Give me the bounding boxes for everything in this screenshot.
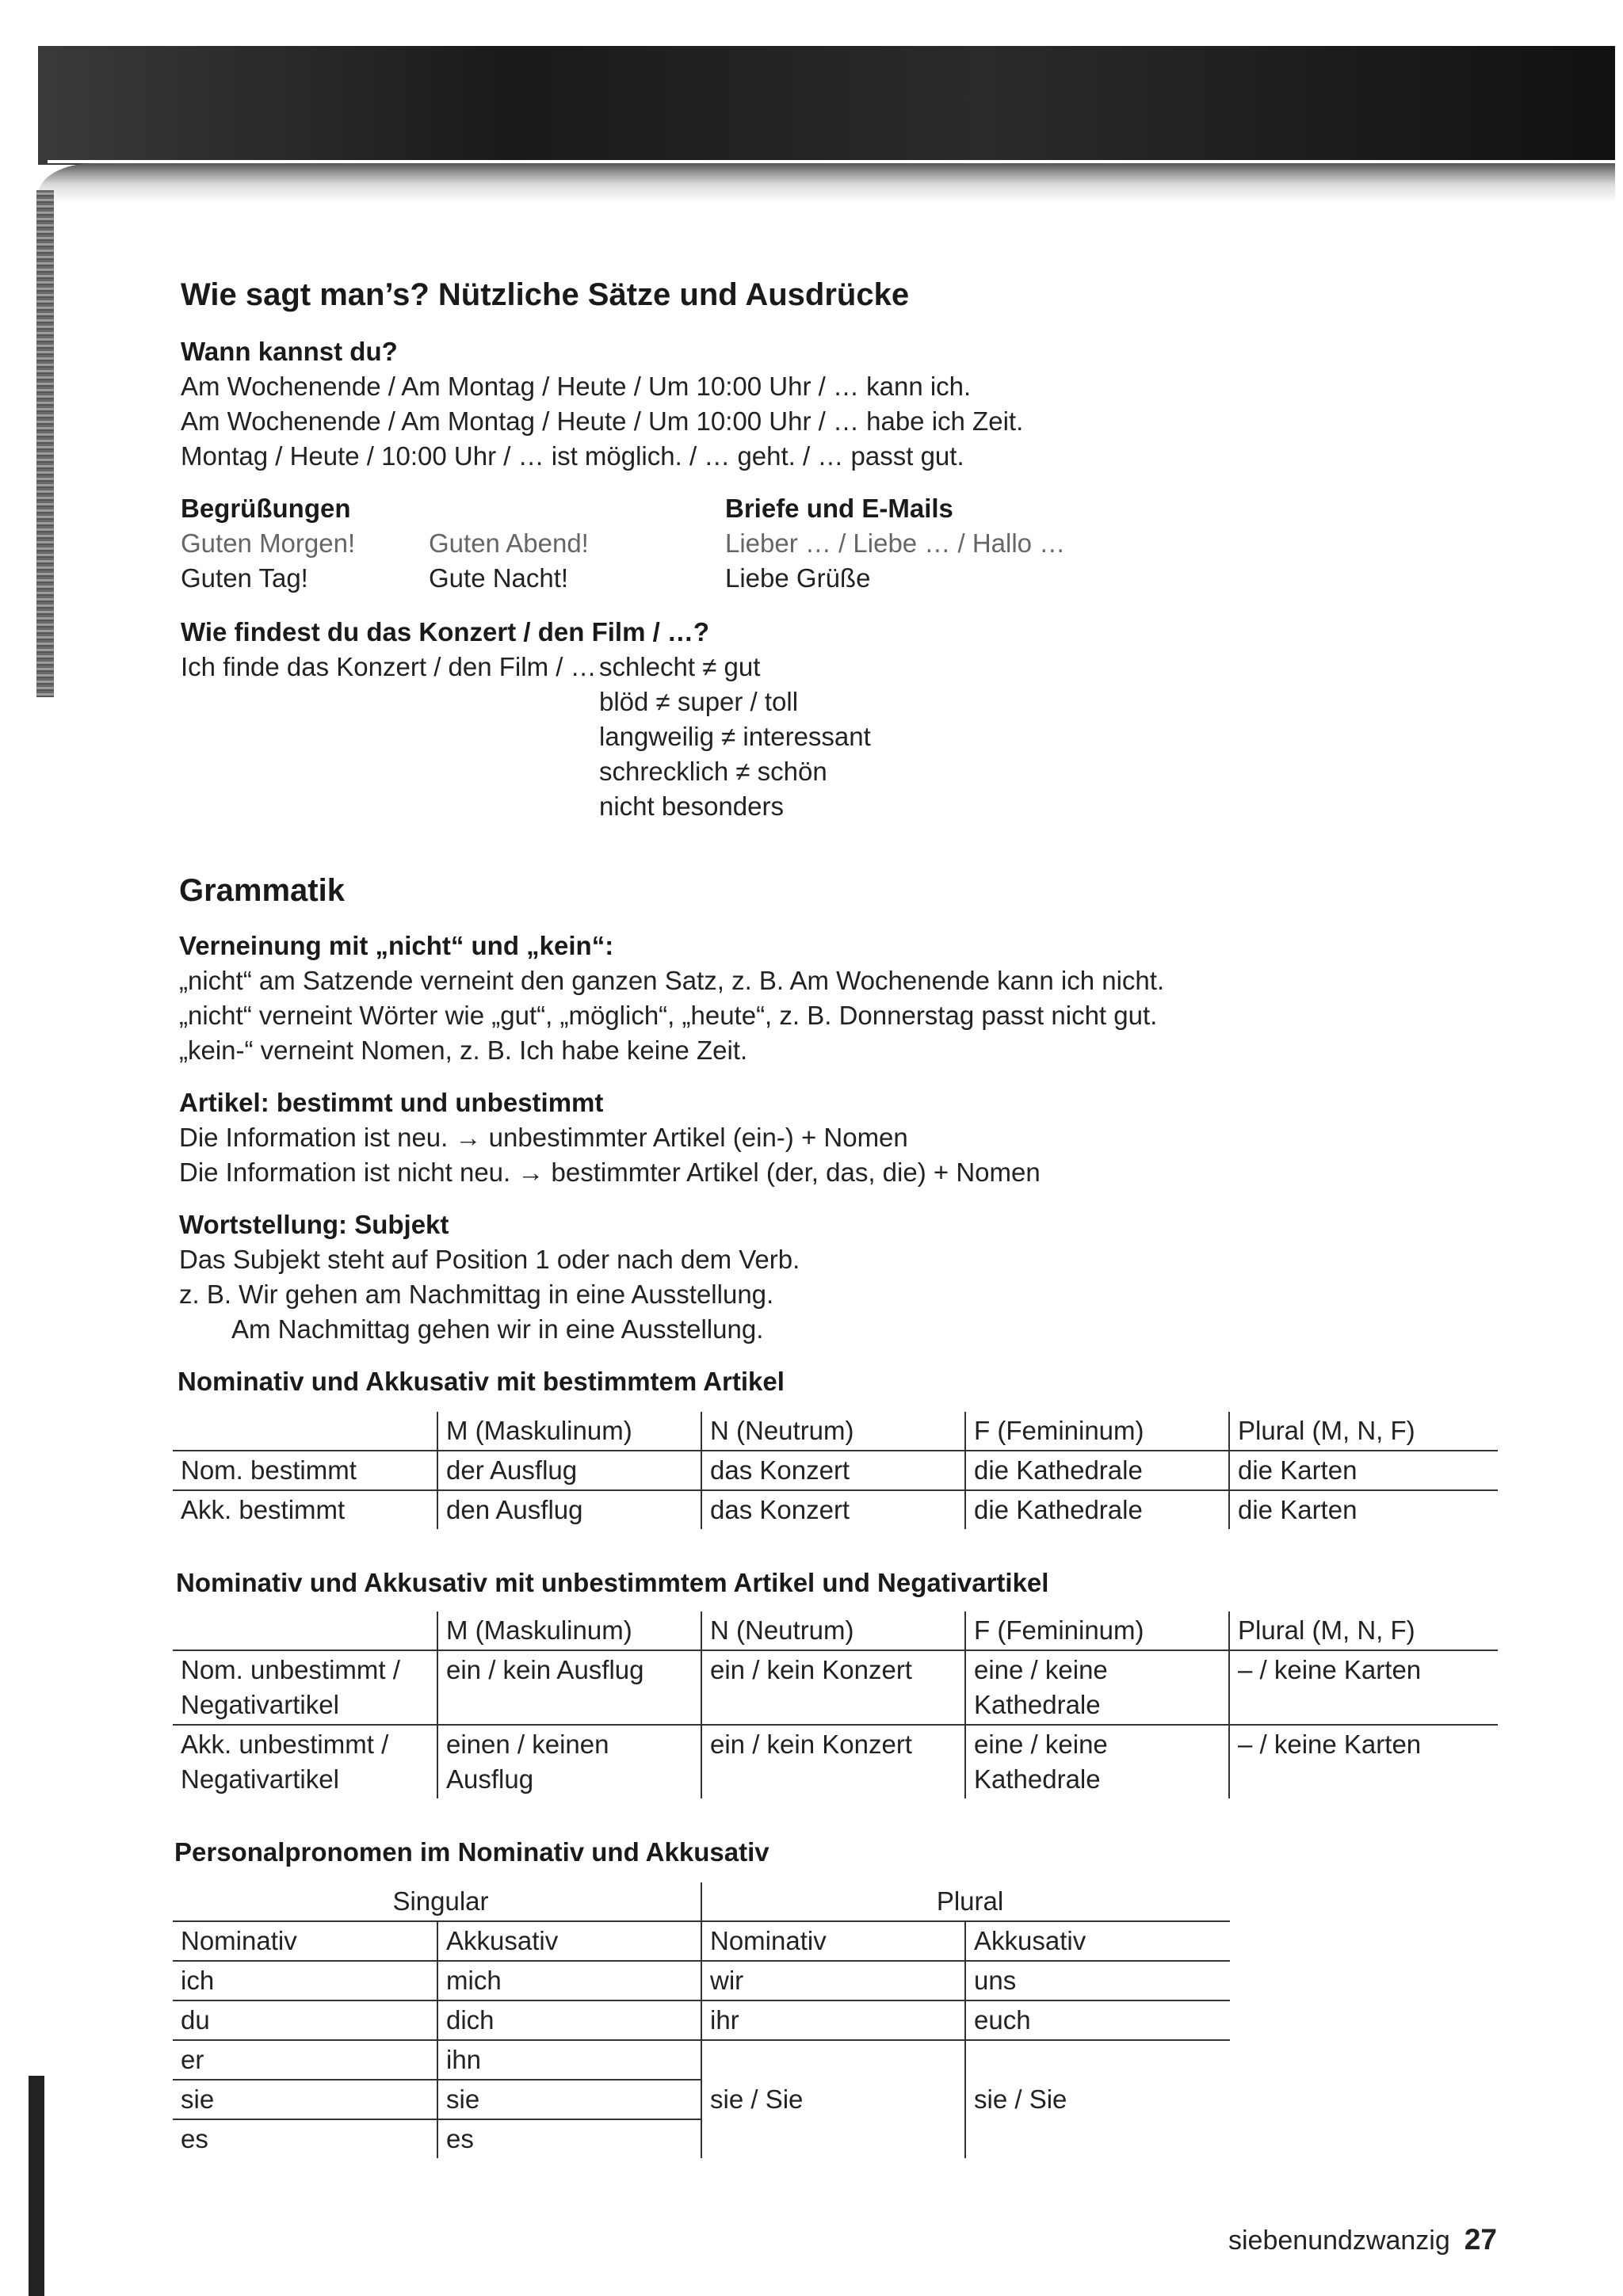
word-order-line: Am Nachmittag gehen wir in eine Ausstellung.: [231, 1314, 764, 1344]
opinion-option: blöd ≠ super / toll: [599, 687, 799, 716]
greeting-item: Guten Morgen!: [181, 528, 356, 558]
table-cell: es: [437, 2119, 701, 2158]
table-row: [173, 1650, 1498, 1725]
cell-line: eine / keine: [974, 1655, 1108, 1684]
table-cell: er: [173, 2040, 437, 2080]
articles-heading: Artikel: bestimmt und unbestimmt: [179, 1088, 604, 1117]
negation-line: „nicht“ verneint Wörter wie „gut“, „möglich“, „heute“, z. B. Donnerstag passt nicht gut.: [179, 1001, 1158, 1030]
table-header-cell: Nominativ: [701, 1921, 965, 1961]
section-title-phrases: Wie sagt man’s? Nützliche Sätze und Ausdrücke: [181, 277, 910, 312]
table2-heading: Nominativ und Akkusativ mit unbestimmtem Artikel und Negativartikel: [176, 1568, 1049, 1597]
indefinite-article-table: [173, 1611, 1498, 1798]
table-header-row: [173, 1412, 1498, 1451]
page-footer: [1228, 2223, 1497, 2256]
negation-heading: Verneinung mit „nicht“ und „kein“:: [179, 931, 614, 960]
negation-line: „kein-“ verneint Nomen, z. B. Ich habe keine Zeit.: [179, 1035, 748, 1065]
section-title-grammar: Grammatik: [179, 873, 345, 908]
header-band: [38, 46, 1615, 165]
table-header-cell: M (Maskulinum): [437, 1611, 701, 1650]
opinion-option: schlecht ≠ gut: [599, 652, 761, 681]
table-cell: sie / Sie: [701, 2040, 965, 2158]
table-header-cell: N (Neutrum): [701, 1611, 965, 1650]
table-cell: die Karten: [1229, 1490, 1498, 1529]
table-cell: das Konzert: [701, 1451, 965, 1490]
table-cell: [437, 1725, 701, 1798]
cell-line: Negativartikel: [181, 1764, 339, 1794]
table-cell: sie: [437, 2080, 701, 2119]
cell-line: Kathedrale: [974, 1764, 1101, 1794]
cell-line: ein / kein Konzert: [710, 1655, 912, 1684]
table-cell: mich: [437, 1961, 701, 2000]
when-line: Montag / Heute / 10:00 Uhr / … ist möglich. / … geht. / … passt gut.: [181, 441, 964, 471]
table-row: [173, 1490, 1498, 1529]
table-cell: ihr: [701, 2000, 965, 2040]
personal-pronoun-table: [173, 1882, 1230, 2158]
table-cell: [701, 1650, 965, 1725]
greetings-heading: Begrüßungen: [181, 494, 351, 523]
table-cell: sie: [173, 2080, 437, 2119]
table-header-cell: F (Femininum): [965, 1412, 1229, 1451]
table-cell: uns: [965, 1961, 1230, 2000]
table-cell: der Ausflug: [437, 1451, 701, 1490]
table3-heading: Personalpronomen im Nominativ und Akkusativ: [174, 1837, 769, 1867]
table-group-row: [173, 1882, 1230, 1921]
table-cell: die Karten: [1229, 1451, 1498, 1490]
negation-line: „nicht“ am Satzende verneint den ganzen Satz, z. B. Am Wochenende kann ich nicht.: [179, 966, 1165, 995]
table-cell: Akk. bestimmt: [181, 1495, 346, 1524]
articles-line: Die Information ist neu. → unbestimmter Artikel (ein-) + Nomen: [179, 1123, 908, 1152]
left-margin-stripe-bottom: [29, 2076, 44, 2296]
word-order-line: Das Subjekt steht auf Position 1 oder nach dem Verb.: [179, 1245, 800, 1274]
table-row: [173, 1725, 1498, 1798]
cell-line: Ausflug: [446, 1764, 534, 1794]
left-margin-stripe: [36, 190, 54, 697]
table-cell: es: [181, 2124, 208, 2153]
table-row: [173, 2040, 1230, 2080]
cell-line: Kathedrale: [974, 1690, 1101, 1719]
table-cell: [965, 1725, 1229, 1798]
letters-line: Liebe Grüße: [725, 563, 871, 593]
when-heading: Wann kannst du?: [181, 337, 398, 366]
group-header-plural: Plural: [701, 1882, 1230, 1921]
group-header-singular: Singular: [392, 1886, 489, 1916]
cell-line: Nom. unbestimmt /: [181, 1655, 400, 1684]
word-order-line: z. B. Wir gehen am Nachmittag in eine Ausstellung.: [179, 1280, 774, 1309]
table-header-cell: Akkusativ: [965, 1921, 1230, 1961]
greeting-item: Gute Nacht!: [429, 563, 569, 593]
opinion-heading: Wie findest du das Konzert / den Film / …?: [181, 617, 710, 646]
table-header-cell: Nominativ: [181, 1926, 297, 1955]
when-line: Am Wochenende / Am Montag / Heute / Um 10:00 Uhr / … kann ich.: [181, 372, 972, 401]
cell-line: ein / kein Ausflug: [446, 1655, 644, 1684]
table-header-cell: [173, 1611, 437, 1650]
table-cell: [437, 1650, 701, 1725]
table-header-cell: M (Maskulinum): [437, 1412, 701, 1451]
table-cell: sie / Sie: [965, 2040, 1230, 2158]
cell-line: einen / keinen: [446, 1730, 609, 1759]
letters-line: Lieber … / Liebe … / Hallo …: [725, 528, 1066, 558]
table-cell: [173, 1725, 437, 1798]
table-cell: dich: [437, 2000, 701, 2040]
table-cell: [1229, 1725, 1498, 1798]
definite-article-table: [173, 1412, 1498, 1529]
greeting-item: Guten Tag!: [181, 563, 308, 593]
page-number-word: siebenundzwanzig: [1228, 2225, 1450, 2256]
table-cell: [173, 1650, 437, 1725]
page-number: 27: [1464, 2223, 1497, 2256]
table-header-cell: Plural (M, N, F): [1229, 1611, 1498, 1650]
table-row: [173, 1451, 1498, 1490]
table-row: [173, 2000, 1230, 2040]
table-header-cell: N (Neutrum): [701, 1412, 965, 1451]
table-cell: ich: [181, 1966, 215, 1995]
articles-line: Die Information ist nicht neu. → bestimmter Artikel (der, das, die) + Nomen: [179, 1158, 1041, 1187]
table-header-cell: F (Femininum): [965, 1611, 1229, 1650]
table-header-cell: Akkusativ: [437, 1921, 701, 1961]
table1-heading: Nominativ und Akkusativ mit bestimmtem Artikel: [178, 1367, 785, 1396]
opinion-option: schrecklich ≠ schön: [599, 757, 827, 786]
opinion-option: langweilig ≠ interessant: [599, 722, 871, 751]
table-cell: du: [181, 2005, 210, 2035]
table-header-cell: [173, 1412, 437, 1451]
cell-line: – / keine Karten: [1238, 1655, 1422, 1684]
table-cell: die Kathedrale: [965, 1490, 1229, 1529]
table-cell: [965, 1650, 1229, 1725]
opinion-option: nicht besonders: [599, 791, 784, 821]
table-cell: [701, 1725, 965, 1798]
cell-line: – / keine Karten: [1238, 1730, 1422, 1759]
cell-line: Negativartikel: [181, 1690, 339, 1719]
table-cell: Nom. bestimmt: [181, 1455, 357, 1485]
table-cell: ihn: [437, 2040, 701, 2080]
table-header-row: [173, 1611, 1498, 1650]
table-cell: den Ausflug: [437, 1490, 701, 1529]
table-cell: das Konzert: [701, 1490, 965, 1529]
table-header-cell: Plural (M, N, F): [1229, 1412, 1498, 1451]
table-row: [173, 1961, 1230, 2000]
table-cell: wir: [701, 1961, 965, 2000]
header-band-curve: [38, 163, 1615, 203]
table-cell: [1229, 1650, 1498, 1725]
table-header-row: [173, 1921, 1230, 1961]
table-cell: die Kathedrale: [965, 1451, 1229, 1490]
cell-line: Akk. unbestimmt /: [181, 1730, 389, 1759]
opinion-lead: Ich finde das Konzert / den Film / …: [181, 652, 597, 681]
cell-line: eine / keine: [974, 1730, 1108, 1759]
word-order-heading: Wortstellung: Subjekt: [179, 1210, 449, 1239]
table-cell: euch: [965, 2000, 1230, 2040]
cell-line: ein / kein Konzert: [710, 1730, 912, 1759]
when-line: Am Wochenende / Am Montag / Heute / Um 10:00 Uhr / … habe ich Zeit.: [181, 406, 1024, 436]
letters-heading: Briefe und E-Mails: [725, 494, 953, 523]
greeting-item: Guten Abend!: [429, 528, 589, 558]
